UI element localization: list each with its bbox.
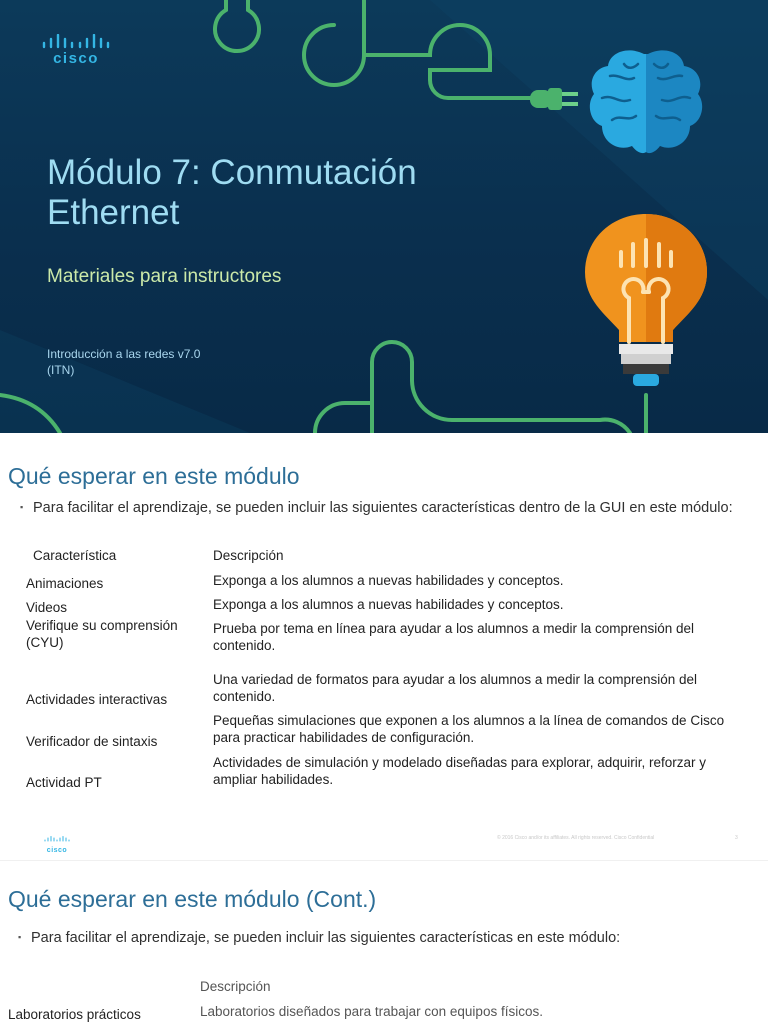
lightbulb-icon xyxy=(585,214,707,390)
table-cell-description: Exponga a los alumnos a nuevas habilidades y conceptos. xyxy=(213,573,564,588)
intro-bullet xyxy=(20,498,740,517)
bullet-text: Para facilitar el aprendizaje, se pueden incluir las siguientes características en este módulo: xyxy=(31,930,621,946)
table-cell-description: Actividades de simulación y modelado diseñadas para explorar, adquirir, reforzar y ampliar habilidades. xyxy=(213,755,707,787)
table-cell-description: Laboratorios diseñados para trabajar con equipos físicos. xyxy=(200,1004,543,1019)
table-cell-feature: Verifique su comprensión (CYU) xyxy=(26,618,178,650)
section-title: Qué esperar en este módulo xyxy=(8,463,300,489)
footer-cisco-logo xyxy=(44,829,70,854)
cisco-wordmark: cisco xyxy=(53,50,99,67)
table-cell-description: Exponga a los alumnos a nuevas habilidades y conceptos. xyxy=(213,597,564,612)
module-expectations-slide xyxy=(0,433,768,860)
table-cell-feature: Verificador de sintaxis xyxy=(26,734,158,749)
intro-bullet xyxy=(18,928,738,947)
brain-icon xyxy=(588,46,704,158)
bullet-icon: ▪ xyxy=(20,502,24,512)
table-header-description: Descripción xyxy=(213,548,284,563)
footer-cisco-wordmark: cisco xyxy=(46,847,68,854)
cisco-logo xyxy=(40,34,112,74)
section-title: Qué esperar en este módulo (Cont.) xyxy=(8,886,377,912)
plug-icon xyxy=(528,84,584,114)
cisco-bars-icon xyxy=(40,34,112,50)
table-cell-description: Prueba por tema en línea para ayudar a los alumnos a medir la comprensión del contenido. xyxy=(213,621,695,653)
table-cell-description: Una variedad de formatos para ayudar a los alumnos a medir la comprensión del contenido. xyxy=(213,672,698,704)
table-cell-feature: Laboratorios prácticos xyxy=(8,1007,141,1022)
course-info xyxy=(47,346,200,378)
slide-subtitle: Materiales para instructores xyxy=(47,266,282,287)
table-header-description: Descripción xyxy=(200,979,271,994)
table-cell-feature: Animaciones xyxy=(26,576,104,591)
table-cell-feature: Videos xyxy=(26,600,68,615)
table-header-feature: Característica xyxy=(33,548,117,563)
course-code: (ITN) xyxy=(47,363,75,377)
module-expectations-cont-slide xyxy=(0,860,768,1025)
bullet-icon: ▪ xyxy=(18,932,22,942)
slide-title: Módulo 7: Conmutación Ethernet xyxy=(47,153,417,232)
copyright-footer: © 2016 Cisco and/or its affiliates. All rights reserved. Cisco Confidential xyxy=(497,835,655,841)
table-cell-feature: Actividad PT xyxy=(26,775,102,790)
table-cell-description: Pequeñas simulaciones que exponen a los alumnos a la línea de comandos de Cisco para practicar habilidades de configuración. xyxy=(213,713,725,745)
title-slide xyxy=(0,0,768,433)
table-cell-feature: Actividades interactivas xyxy=(26,692,168,707)
cisco-bars-icon xyxy=(44,836,70,842)
page-number: 3 xyxy=(735,835,738,841)
bullet-text: Para facilitar el aprendizaje, se pueden incluir las siguientes características dentro de la GUI en este módulo: xyxy=(33,500,733,516)
course-name: Introducción a las redes v7.0 xyxy=(47,347,201,361)
